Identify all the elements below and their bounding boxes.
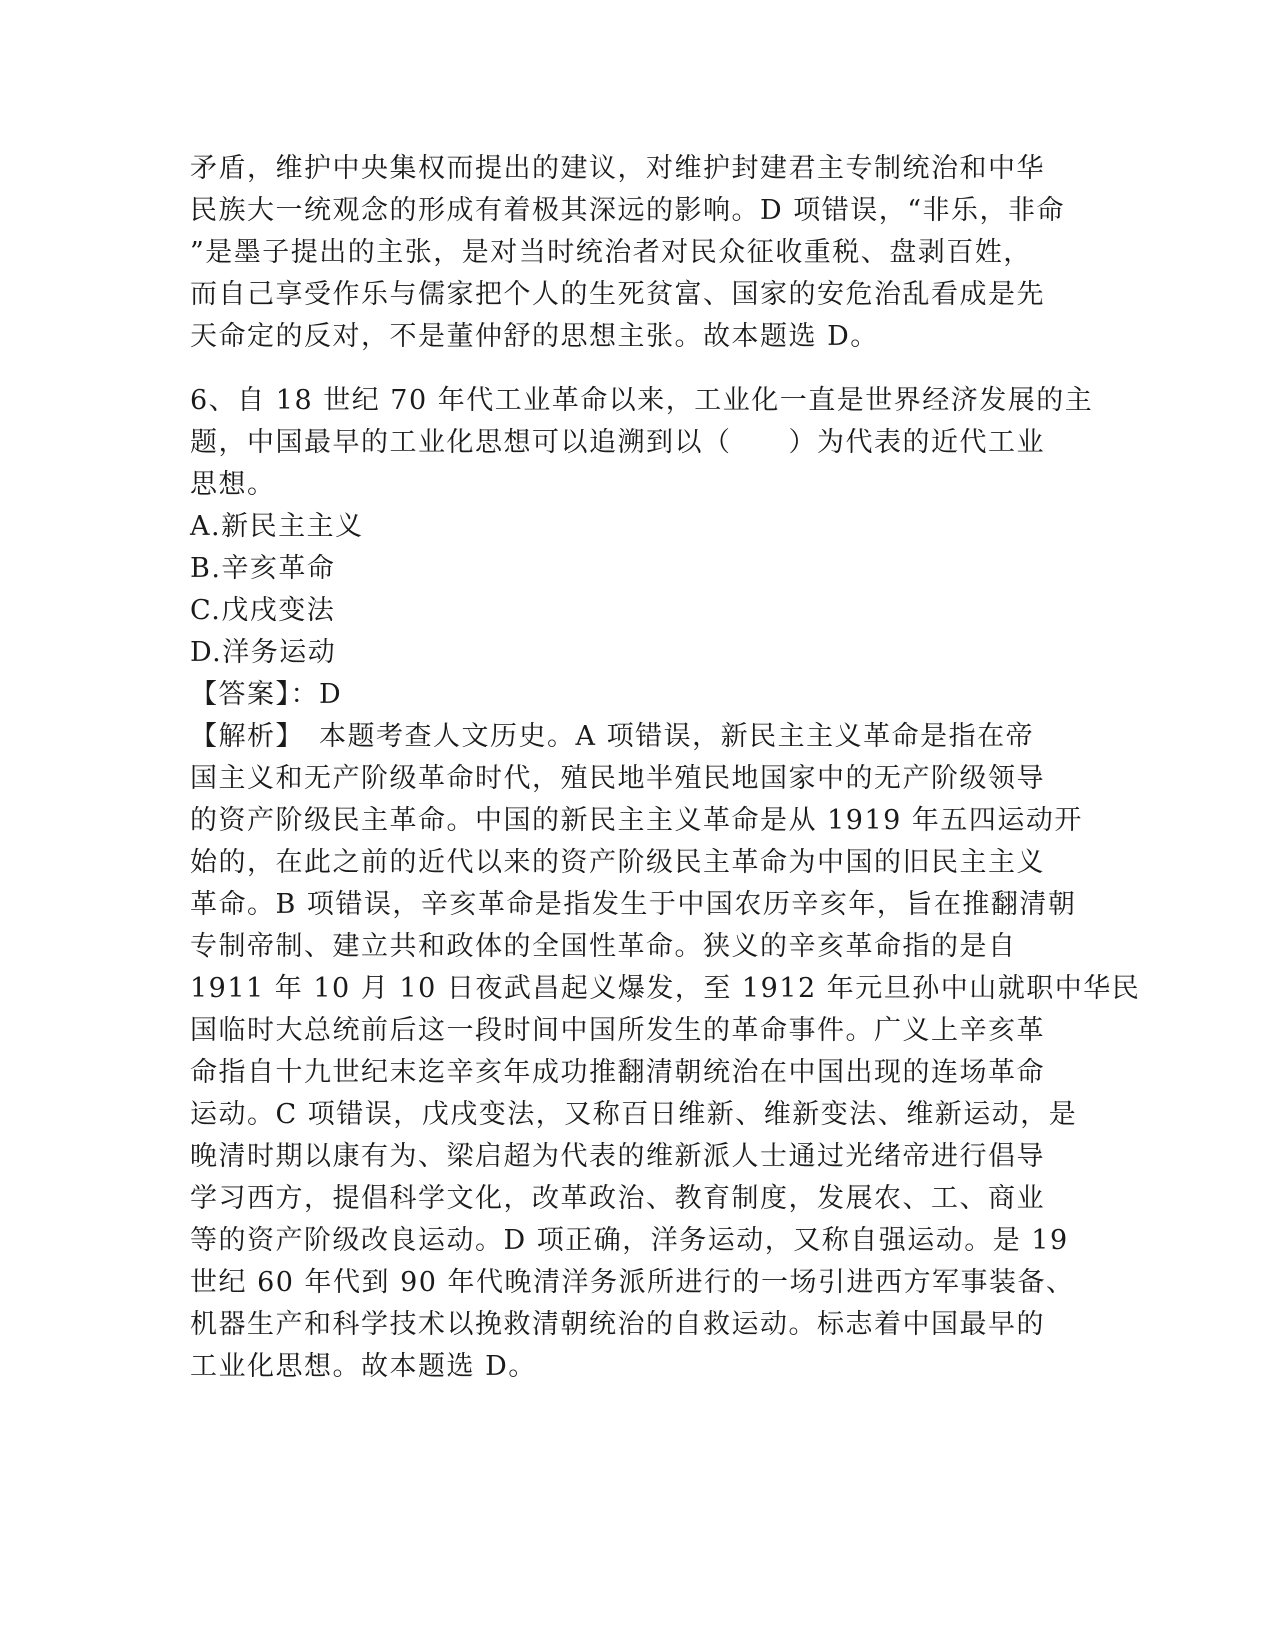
text-line: ”是墨子提出的主张，是对当时统治者对民众征收重税、盘剥百姓， — [190, 237, 1032, 268]
analysis-line: 国临时大总统前后这一段时间中国所发生的革命事件。广义上辛亥革 — [190, 1015, 1045, 1046]
analysis-line: 工业化思想。故本题选 D。 — [190, 1351, 537, 1382]
question-stem-line: 思想。 — [190, 469, 276, 500]
analysis-line: 晚清时期以康有为、梁启超为代表的维新派人士通过光绪帝进行倡导 — [190, 1141, 1045, 1172]
question-6 — [190, 380, 1094, 674]
analysis-line: 命指自十九世纪末迄辛亥年成功推翻清朝统治在中国出现的连场革命 — [190, 1057, 1045, 1088]
question-stem-line: 6、自 18 世纪 70 年代工业革命以来，工业化一直是世界经济发展的主 — [190, 385, 1094, 416]
analysis-line: 学习西方，提倡科学文化，改革政治、教育制度，发展农、工、商业 — [190, 1183, 1045, 1214]
analysis — [190, 716, 1141, 1388]
analysis-line: 世纪 60 年代到 90 年代晚清洋务派所进行的一场引进西方军事装备、 — [190, 1267, 1075, 1298]
analysis-line: 运动。C 项错误，戊戌变法，又称百日维新、维新变法、维新运动，是 — [190, 1099, 1078, 1130]
option-d: D.洋务运动 — [190, 637, 337, 668]
option-c: C.戊戌变法 — [190, 595, 336, 626]
question-stem-line: 题，中国最早的工业化思想可以追溯到以（ ）为代表的近代工业 — [190, 427, 1045, 458]
analysis-line: 1911 年 10 月 10 日夜武昌起义爆发，至 1912 年元旦孙中山就职中华民 — [190, 973, 1141, 1004]
analysis-line: 国主义和无产阶级革命时代，殖民地半殖民地国家中的无产阶级领导 — [190, 763, 1045, 794]
answer-line — [190, 674, 1090, 716]
analysis-line: 等的资产阶级改良运动。D 项正确，洋务运动，又称自强运动。是 19 — [190, 1225, 1069, 1256]
analysis-line: 革命。B 项错误，辛亥革命是指发生于中国农历辛亥年，旨在推翻清朝 — [190, 889, 1077, 920]
previous-explanation — [190, 148, 1090, 358]
analysis-label: 【解析】 — [190, 721, 291, 752]
option-b: B.辛亥革命 — [190, 553, 336, 584]
text-line: 而自己享受作乐与儒家把个人的生死贫富、国家的安危治乱看成是先 — [190, 279, 1045, 310]
answer-value: D — [319, 679, 343, 710]
answer-label: 【答案】： — [190, 679, 319, 710]
text-line: 民族大一统观念的形成有着极其深远的影响。D 项错误，“非乐，非命 — [190, 195, 1066, 226]
text-line: 矛盾，维护中央集权而提出的建议，对维护封建君主专制统治和中华 — [190, 153, 1045, 184]
analysis-line: 专制帝制、建立共和政体的全国性革命。狭义的辛亥革命指的是自 — [190, 931, 1017, 962]
analysis-text: 本题考查人文历史。A 项错误，新民主主义革命是指在帝 — [290, 721, 1035, 752]
analysis-first-line — [190, 716, 1090, 758]
text-line: 天命定的反对，不是董仲舒的思想主张。故本题选 D。 — [190, 321, 879, 352]
document-page — [190, 148, 1141, 1388]
analysis-line: 的资产阶级民主革命。中国的新民主主义革命是从 1919 年五四运动开 — [190, 805, 1083, 836]
option-a: A.新民主主义 — [190, 511, 364, 542]
paragraph-gap — [190, 358, 1090, 380]
analysis-line: 机器生产和科学技术以挽救清朝统治的自救运动。标志着中国最早的 — [190, 1309, 1045, 1340]
analysis-line: 始的，在此之前的近代以来的资产阶级民主革命为中国的旧民主主义 — [190, 847, 1045, 878]
